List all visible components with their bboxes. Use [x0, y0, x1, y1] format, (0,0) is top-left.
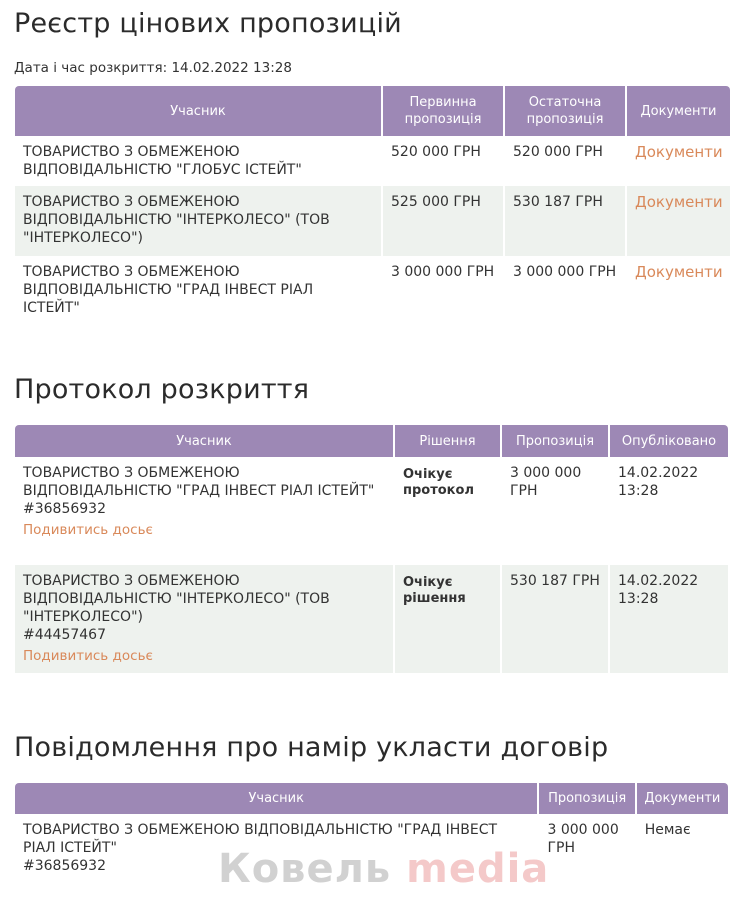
published-datetime: 14.02.2022 13:28	[618, 465, 699, 499]
offer-amount: 3 000 000 ГРН	[547, 822, 619, 856]
participant-name: ТОВАРИСТВО З ОБМЕЖЕНОЮ ВІДПОВІДАЛЬНІСТЮ "ГРАД ІНВЕСТ РІАЛ ІСТЕЙТ"	[23, 465, 375, 499]
documents-link[interactable]: Документи	[635, 143, 723, 161]
protocol-header-row	[15, 425, 728, 457]
protocol-title: Протокол розкриття	[14, 374, 310, 405]
table-row	[15, 457, 728, 565]
col-decision: Рішення	[395, 425, 500, 457]
register-table	[13, 86, 732, 326]
documents-link[interactable]: Документи	[635, 193, 723, 211]
col-documents: Документи	[637, 783, 728, 814]
offer-amount: 530 187 ГРН	[502, 565, 608, 673]
documents-link[interactable]: Документи	[635, 263, 723, 281]
col-offer: Пропозиція	[539, 783, 634, 814]
view-dossier-link[interactable]: Подивитись досьє	[23, 648, 153, 664]
col-participant: Учасник	[15, 86, 381, 136]
col-documents: Документи	[627, 86, 730, 136]
documents-status: Немає	[644, 822, 691, 838]
participant-name: ТОВАРИСТВО З ОБМЕЖЕНОЮ ВІДПОВІДАЛЬНІСТЮ "ГРАД ІНВЕСТ РІАЛ ІСТЕЙТ"	[23, 822, 498, 856]
decision-status: Очікує рішення	[403, 575, 466, 606]
col-participant: Учасник	[15, 425, 393, 457]
intent-header-row	[15, 783, 728, 814]
participant-code: #36856932	[23, 501, 106, 517]
intent-title: Повідомлення про намір укласти договір	[14, 732, 609, 763]
participant-name: ТОВАРИСТВО З ОБМЕЖЕНОЮ ВІДПОВІДАЛЬНІСТЮ "ГЛОБУС ІСТЕЙТ"	[23, 144, 302, 178]
table-row	[15, 186, 730, 256]
col-published: Опубліковано	[610, 425, 728, 457]
final-offer: 530 187 ГРН	[505, 186, 625, 256]
final-offer: 3 000 000 ГРН	[513, 264, 617, 280]
participant-code: #44457467	[23, 627, 106, 643]
published-datetime: 14.02.2022 13:28	[610, 565, 728, 673]
watermark-part-2: media	[406, 846, 550, 892]
view-dossier-link[interactable]: Подивитись досьє	[23, 522, 153, 538]
offer-amount: 3 000 000 ГРН	[510, 465, 582, 499]
watermark-part-1: Ковель	[218, 846, 392, 892]
watermark-logo	[218, 846, 549, 892]
col-offer: Пропозиція	[502, 425, 608, 457]
initial-offer: 520 000 ГРН	[391, 144, 481, 160]
table-row	[15, 256, 730, 326]
register-title: Реєстр цінових пропозицій	[14, 8, 402, 39]
protocol-table	[13, 425, 730, 673]
decision-status: Очікує протокол	[403, 467, 474, 498]
initial-offer: 525 000 ГРН	[383, 186, 503, 256]
participant-name: ТОВАРИСТВО З ОБМЕЖЕНОЮ ВІДПОВІДАЛЬНІСТЮ "ІНТЕРКОЛЕСО" (ТОВ "ІНТЕРКОЛЕСО")	[15, 186, 381, 256]
participant-name: ТОВАРИСТВО З ОБМЕЖЕНОЮ ВІДПОВІДАЛЬНІСТЮ "ГРАД ІНВЕСТ РІАЛ ІСТЕЙТ"	[23, 264, 314, 316]
table-row	[15, 136, 730, 186]
register-header-row	[15, 86, 730, 136]
col-final-offer: Остаточна пропозиція	[505, 86, 625, 136]
col-participant: Учасник	[15, 783, 537, 814]
table-row	[15, 565, 728, 673]
initial-offer: 3 000 000 ГРН	[391, 264, 495, 280]
final-offer: 520 000 ГРН	[513, 144, 603, 160]
participant-name: ТОВАРИСТВО З ОБМЕЖЕНОЮ ВІДПОВІДАЛЬНІСТЮ "ІНТЕРКОЛЕСО" (ТОВ "ІНТЕРКОЛЕСО")	[23, 573, 330, 625]
col-initial-offer: Первинна пропозиція	[383, 86, 503, 136]
participant-code: #36856932	[23, 858, 106, 874]
opening-datetime: Дата і час розкриття: 14.02.2022 13:28	[14, 60, 292, 76]
